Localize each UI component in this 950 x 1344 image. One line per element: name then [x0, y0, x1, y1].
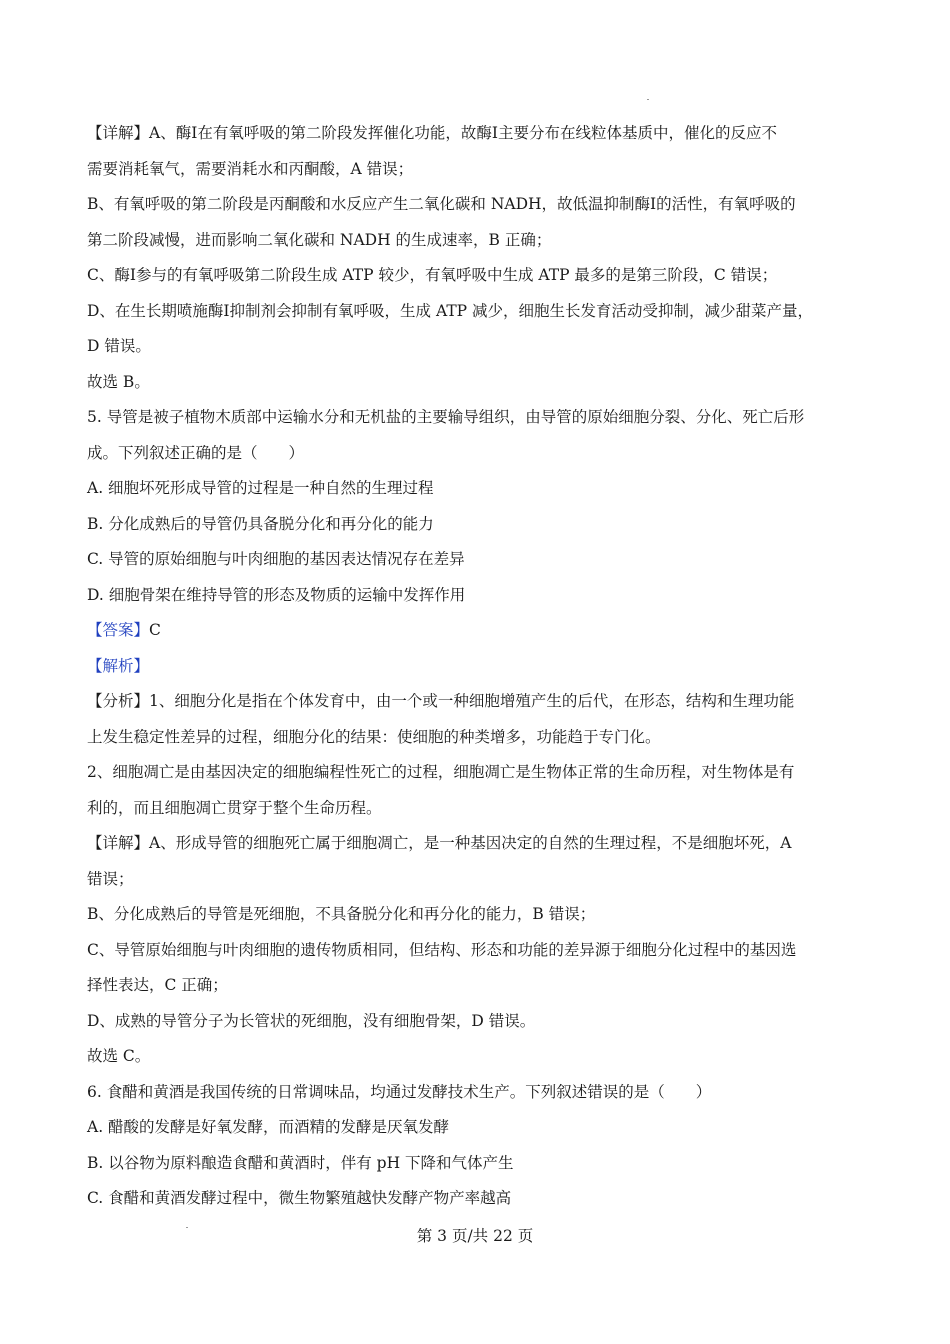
option-d: D. 细胞骨架在维持导管的形态及物质的运输中发挥作用 [87, 585, 466, 604]
text-line: 需要消耗氧气，需要消耗水和丙酮酸，A 错误； [87, 159, 414, 178]
text-line: C、酶Ⅰ参与的有氧呼吸第二阶段生成 ATP 较少，有氧呼吸中生成 ATP 最多的是第三阶段，C 错误； [87, 266, 778, 284]
option-b: B. 以谷物为原料酿造食醋和黄酒时，伴有 pH 下降和气体产生 [87, 1153, 514, 1172]
option-a: A. 细胞坏死形成导管的过程是一种自然的生理过程 [87, 479, 434, 497]
text-line: 故选 B。 [87, 372, 150, 391]
analysis-tag: 【解析】 [87, 656, 150, 675]
option-c: C. 食醋和黄酒发酵过程中，微生物繁殖越快发酵产物产率越高 [87, 1189, 512, 1207]
question-5-stem: 成。下列叙述正确的是（ ） [87, 443, 305, 462]
text-line: D、成熟的导管分子为长管状的死细胞，没有细胞骨架，D 错误。 [87, 1011, 536, 1030]
text-line: D 错误。 [87, 337, 151, 355]
text-line: 错误； [87, 869, 134, 888]
text-line: 故选 C。 [87, 1047, 151, 1065]
text-line: 上发生稳定性差异的过程，细胞分化的结果：使细胞的种类增多，功能趋于专门化。 [87, 727, 661, 746]
option-c: C. 导管的原始细胞与叶肉细胞的基因表达情况存在差异 [87, 550, 465, 568]
text-line: 第二阶段减慢，进而影响二氧化碳和 NADH 的生成速率，B 正确； [87, 230, 552, 249]
text-line: 择性表达，C 正确； [87, 976, 228, 994]
page-body [87, 116, 877, 1217]
page-number: 第 3 页/共 22 页 [416, 1227, 534, 1245]
text-line: 利的，而且细胞凋亡贯穿于整个生命历程。 [87, 798, 382, 817]
answer-value: C [149, 621, 161, 639]
text-line: D、在生长期喷施酶Ⅰ抑制剂会抑制有氧呼吸，生成 ATP 减少，细胞生长发育活动受抑制，减少甜菜产量， [87, 301, 814, 320]
text-line: 2、细胞凋亡是由基因决定的细胞编程性死亡的过程，细胞凋亡是生物体正常的生命历程，对生物体是有 [87, 763, 795, 781]
option-b: B. 分化成熟后的导管仍具备脱分化和再分化的能力 [87, 514, 434, 533]
scan-speck [647, 99, 649, 100]
text-line: 【详解】A、酶Ⅰ在有氧呼吸的第二阶段发挥催化功能，故酶Ⅰ主要分布在线粒体基质中，催化的反应不 [87, 124, 777, 142]
text-line: C、导管原始细胞与叶肉细胞的遗传物质相同，但结构、形态和功能的差异源于细胞分化过程中的基因选 [87, 940, 797, 959]
text-line: B、分化成熟后的导管是死细胞，不具备脱分化和再分化的能力，B 错误； [87, 905, 596, 923]
text-line: B、有氧呼吸的第二阶段是丙酮酸和水反应产生二氧化碳和 NADH，故低温抑制酶Ⅰ的活性，有氧呼吸的 [87, 195, 796, 213]
question-6-stem: 6. 食醋和黄酒是我国传统的日常调味品，均通过发酵技术生产。下列叙述错误的是（ ） [87, 1082, 712, 1101]
text-line: 【分析】1、细胞分化是指在个体发育中，由一个或一种细胞增殖产生的后代，在形态，结构和生理功能 [87, 692, 795, 710]
option-a: A. 醋酸的发酵是好氧发酵，而酒精的发酵是厌氧发酵 [87, 1118, 450, 1136]
answer-tag: 【答案】 [87, 621, 150, 639]
text-line: 【详解】A、形成导管的细胞死亡属于细胞凋亡，是一种基因决定的自然的生理过程，不是细胞坏死，A [87, 834, 792, 852]
question-5-stem: 5. 导管是被子植物木质部中运输水分和无机盐的主要输导组织，由导管的原始细胞分裂、分化、死亡后形 [87, 408, 805, 426]
answer-line [87, 613, 877, 649]
